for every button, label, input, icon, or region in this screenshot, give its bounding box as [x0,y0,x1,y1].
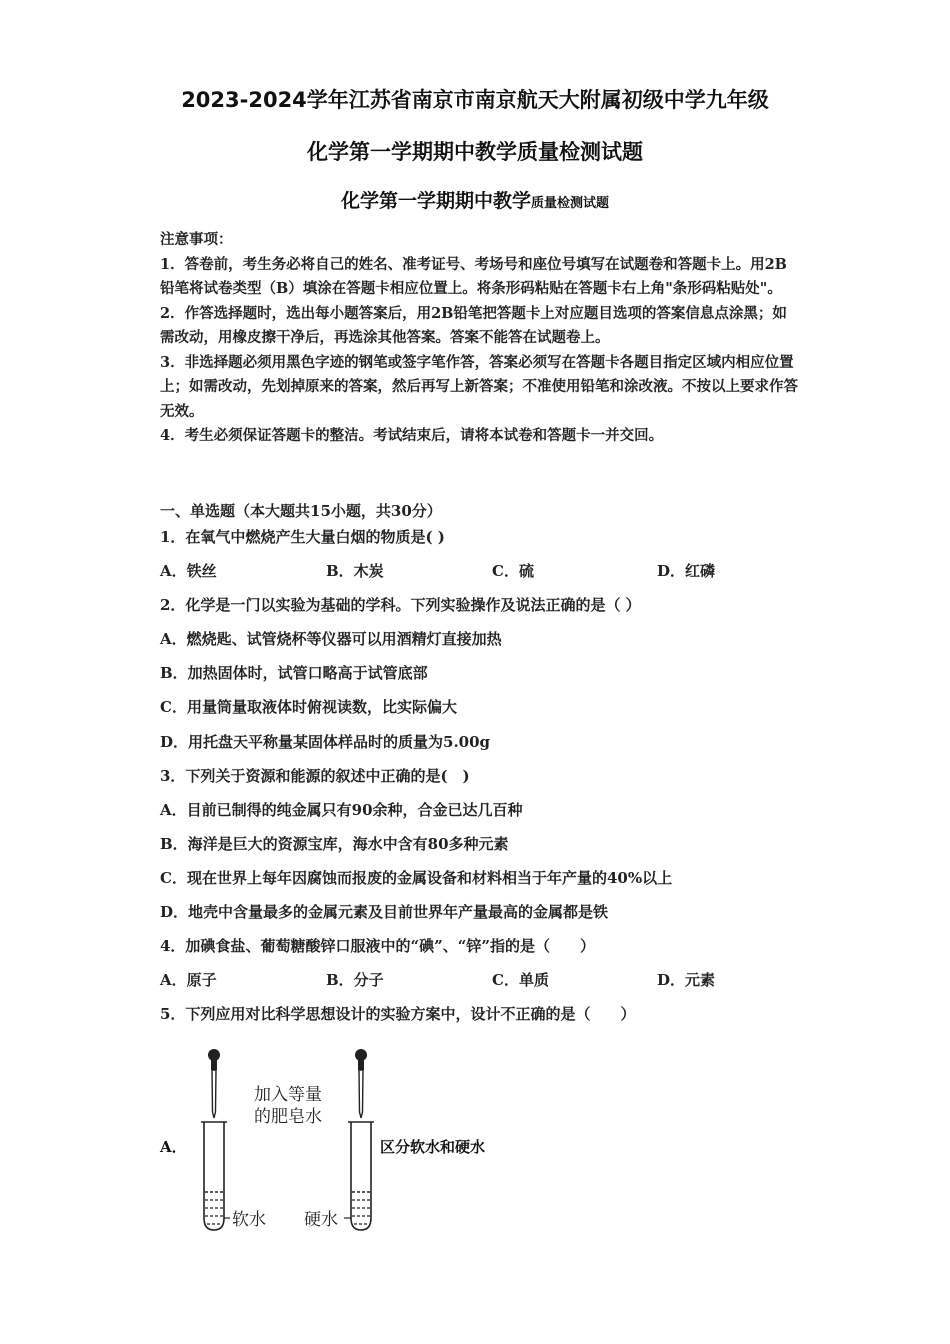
notice-item-1: 1．答卷前，考生务必将自己的姓名、准考证号、考场号和座位号填写在试题卷和答题卡上。用2B铅笔将试卷类型（B）填涂在答题卡相应位置上。将条形码粘贴在答题卡右上角"条形码粘贴处"。 [160,255,787,297]
figure-label-soft-water: 软水 [232,1210,266,1230]
q3-option-c: C．现在世界上每年因腐蚀而报废的金属设备和材料相当于年产量的40%以上 [160,869,673,887]
exam-title-line3-small: 质量检测试题 [531,196,610,211]
exam-title-line3 [0,186,950,213]
q2-option-c: C．用量筒量取液体时俯视读数，比实际偏大 [160,698,457,716]
notice-block [160,228,800,449]
q3-option-d: D．地壳中含量最多的金属元素及目前世界年产量最高的金属都是铁 [160,903,609,921]
q2-option-b: B．加热固体时，试管口略高于试管底部 [160,664,428,682]
notice-heading: 注意事项： [160,231,233,248]
q4-option-a: A．原子 [160,971,217,989]
notice-item-4: 4．考生必须保证答题卡的整洁。考试结束后，请将本试卷和答题卡一并交回。 [160,427,664,444]
right-dropper-icon [355,1049,367,1118]
q4-option-c: C．单质 [492,971,549,989]
exam-title-line2: 化学第一学期期中教学质量检测试题 [307,140,643,164]
left-dropper-icon [208,1049,220,1118]
q3-option-a: A．目前已制得的纯金属只有90余种，合金已达几百种 [160,801,523,819]
figure-label-add: 加入等量 [254,1085,322,1105]
right-test-tube-icon [348,1122,374,1230]
q4-stem: 4．加碘食盐、葡萄糖酸锌口服液中的“碘”、“锌”指的是（ ） [160,937,595,955]
q1-option-a: A．铁丝 [160,562,217,580]
section-heading: 一、单选题（本大题共15小题，共30分） [160,502,442,520]
q5-option-a-label: A． [160,1138,187,1156]
q5-option-a-desc: 区分软水和硬水 [380,1138,486,1156]
exam-title-line1: 2023-2024学年江苏省南京市南京航天大附属初级中学九年级 [181,88,769,112]
exam-title-line3-big: 化学第一学期期中教学 [340,190,531,212]
q1-stem: 1．在氧气中燃烧产生大量白烟的物质是( ) [160,528,445,546]
q3-stem: 3．下列关于资源和能源的叙述中正确的是( ) [160,767,470,785]
q5-stem: 5．下列应用对比科学思想设计的实验方案中，设计不正确的是（ ） [160,1005,636,1023]
q2-option-d: D．用托盘天平称量某固体样品时的质量为5.00g [160,733,491,751]
notice-item-2: 2．作答选择题时，选出每小题答案后，用2B铅笔把答题卡上对应题目选项的答案信息点涂黑；如需改动，用橡皮擦干净后，再选涂其他答案。答案不能答在试题卷上。 [160,304,787,346]
figure-label-soap: 的肥皂水 [254,1107,322,1127]
q3-option-b: B．海洋是巨大的资源宝库，海水中含有80多种元素 [160,835,509,853]
test-tube-figure [190,1040,390,1240]
q1-option-b: B．木炭 [326,562,384,580]
q4-option-b: B．分子 [326,971,384,989]
q2-stem: 2．化学是一门以实验为基础的学科。下列实验操作及说法正确的是（ ） [160,596,641,614]
q4-option-d: D．元素 [657,971,716,989]
q1-option-d: D．红磷 [657,562,716,580]
notice-item-3: 3．非选择题必须用黑色字迹的钢笔或签字笔作答，答案必须写在答题卡各题目指定区域内相应位置上；如需改动，先划掉原来的答案，然后再写上新答案；不准使用铅笔和涂改液。不按以上要求作答无效。 [160,353,798,420]
q2-option-a: A．燃烧匙、试管烧杯等仪器可以用酒精灯直接加热 [160,630,502,648]
q1-option-c: C．硫 [492,562,534,580]
left-test-tube-icon [201,1122,227,1230]
figure-label-hard-water: 硬水 [304,1210,338,1230]
